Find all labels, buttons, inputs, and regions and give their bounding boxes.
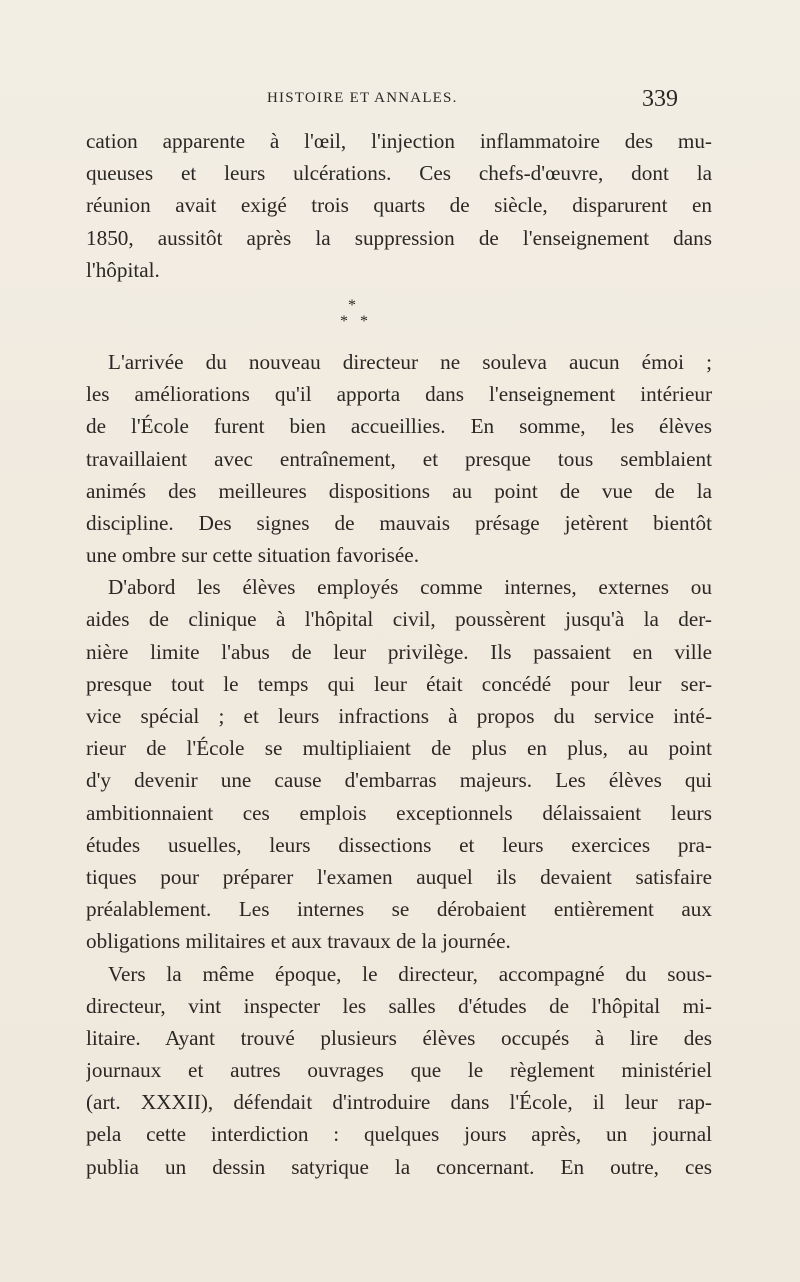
text-line: vice spécial ; et leurs infractions à propos du service inté- (86, 704, 712, 728)
paragraph (86, 571, 712, 957)
text-line: travaillaient avec entraînement, et presque tous semblaient (86, 446, 712, 471)
text-line: préalablement. Les internes se dérobaient entièrement aux (86, 897, 712, 922)
text-line: (art. XXXII), défendait d'introduire dans l'École, il leur rap- (86, 1090, 712, 1115)
text-line: les améliorations qu'il apporta dans l'enseignement intérieur (86, 382, 712, 407)
text-line: rieur de l'École se multipliaient de plus en plus, au point (86, 736, 712, 761)
text-line: cation apparente à l'œil, l'injection inflammatoire des mu- (86, 129, 712, 153)
paragraph (86, 958, 712, 1183)
asterism-bottom: * * (340, 312, 372, 330)
text-line: directeur, vint inspecter les salles d'études de l'hôpital mi- (86, 993, 712, 1018)
text-line: D'abord les élèves employés comme internes, externes ou (108, 575, 712, 600)
text-line: de l'École furent bien accueillies. En somme, les élèves (86, 414, 712, 439)
text-line: études usuelles, leurs dissections et leurs exercices pra- (86, 832, 712, 857)
page-number: 339 (642, 86, 678, 112)
text-line: pela cette interdiction : quelques jours après, un journal (86, 1122, 712, 1147)
text-line: réunion avait exigé trois quarts de siècle, disparurent en (86, 193, 712, 218)
text-line: ambitionnaient ces emplois exceptionnels délaissaient leurs (86, 800, 712, 825)
text-line: presque tout le temps qui leur était concédé pour leur ser- (86, 671, 712, 696)
asterism-top: * (348, 296, 356, 314)
body-text (86, 125, 712, 1183)
text-line: L'arrivée du nouveau directeur ne souleva aucun émoi ; (108, 349, 712, 374)
text-line: une ombre sur cette situation favorisée. (86, 543, 419, 568)
text-line: tiques pour préparer l'examen auquel ils devaient satisfaire (86, 864, 712, 889)
text-line: 1850, aussitôt après la suppression de l'enseignement dans (86, 225, 712, 250)
paragraph (86, 346, 712, 571)
section-asterism (86, 286, 712, 346)
text-line: journaux et autres ouvrages que le règlement ministériel (86, 1058, 712, 1083)
text-line: aides de clinique à l'hôpital civil, poussèrent jusqu'à la der- (86, 607, 712, 632)
text-line: queuses et leurs ulcérations. Ces chefs-d'œuvre, dont la (86, 161, 712, 186)
text-line: l'hôpital. (86, 257, 160, 282)
paragraph (86, 125, 712, 286)
text-line: litaire. Ayant trouvé plusieurs élèves occupés à lire des (86, 1025, 712, 1050)
text-line: d'y devenir une cause d'embarras majeurs. Les élèves qui (86, 768, 712, 793)
page-header (0, 86, 800, 116)
text-line: animés des meilleures dispositions au point de vue de la (86, 478, 712, 503)
text-line: publia un dessin satyrique la concernant. En outre, ces (86, 1154, 712, 1179)
running-title: HISTOIRE ET ANNALES. (267, 90, 458, 106)
text-line: discipline. Des signes de mauvais présage jetèrent bientôt (86, 510, 712, 535)
text-line: nière limite l'abus de leur privilège. Ils passaient en ville (86, 639, 712, 664)
text-line: obligations militaires et aux travaux de la journée. (86, 929, 511, 954)
text-line: Vers la même époque, le directeur, accompagné du sous- (108, 961, 712, 986)
